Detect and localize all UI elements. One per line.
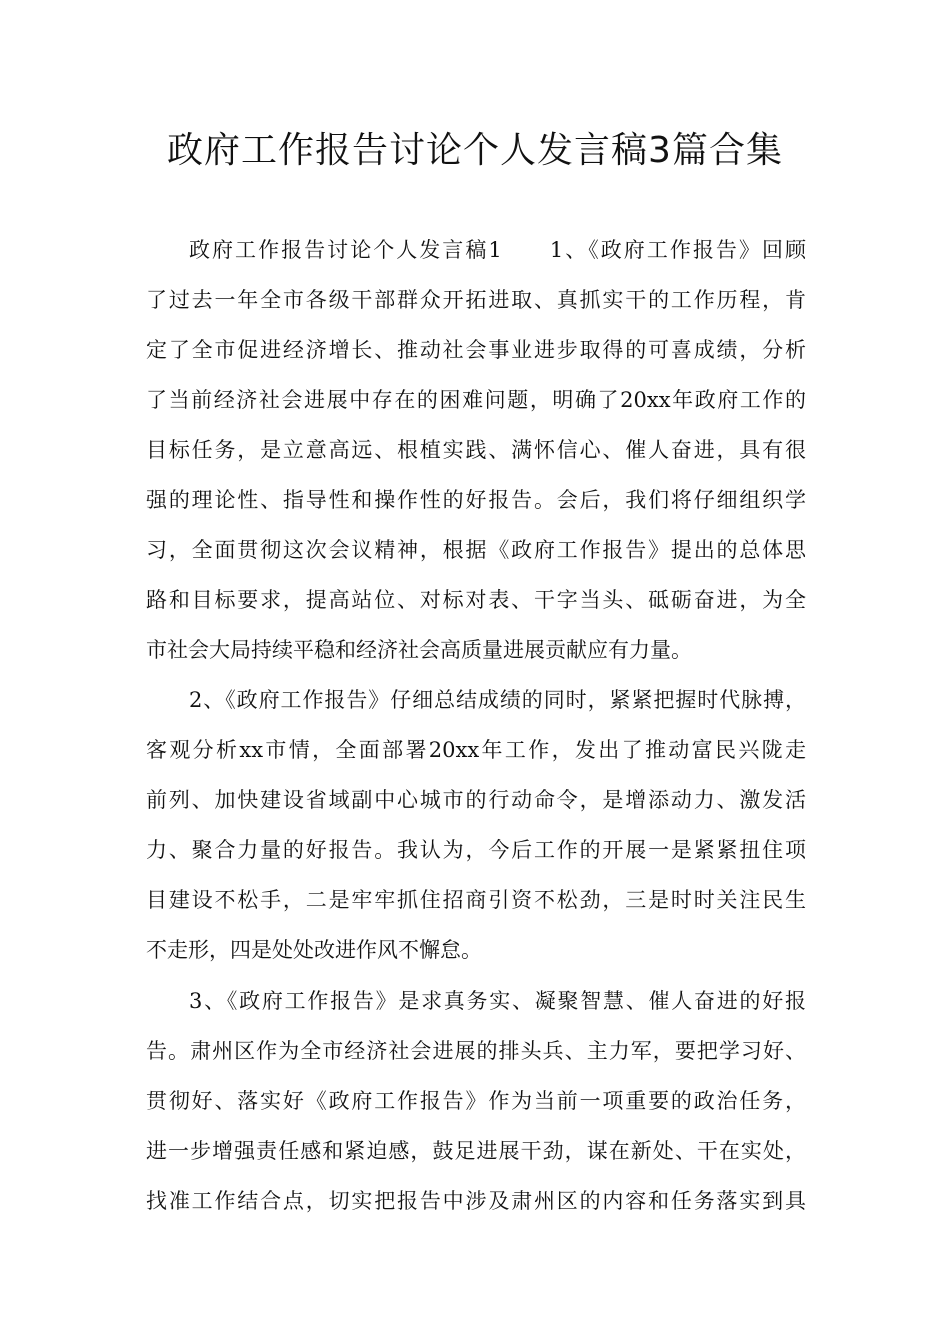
paragraph-line: 3、《政府工作报告》是求真务实、凝聚智慧、催人奋进的好报 — [189, 989, 806, 1013]
paragraph-line: 了过去一年全市各级干部群众开拓进取、真抓实干的工作历程，肯 — [146, 288, 806, 312]
paragraph-line: 路和目标要求，提高站位、对标对表、干字当头、砥砺奋进，为全 — [146, 588, 806, 612]
paragraph-line: 目标任务，是立意高远、根植实践、满怀信心、催人奋进，具有很 — [146, 438, 806, 462]
paragraph-line: 目建设不松手，二是牢牢抓住招商引资不松劲，三是时时关注民生 — [146, 888, 806, 912]
paragraph-line: 政府工作报告讨论个人发言稿1 1、《政府工作报告》回顾 — [189, 238, 806, 262]
paragraph-line: 告。肃州区作为全市经济社会进展的排头兵、主力军，要把学习好、 — [146, 1039, 806, 1063]
paragraph-line: 力、聚合力量的好报告。我认为，今后工作的开展一是紧紧扭住项 — [146, 838, 806, 862]
paragraph-line: 强的理论性、指导性和操作性的好报告。会后，我们将仔细组织学 — [146, 488, 806, 512]
paragraph-line: 定了全市促进经济增长、推动社会事业进步取得的可喜成绩，分析 — [146, 338, 806, 362]
paragraph-line: 找准工作结合点，切实把报告中涉及肃州区的内容和任务落实到具 — [146, 1189, 806, 1213]
paragraph-line: 2、《政府工作报告》仔细总结成绩的同时，紧紧把握时代脉搏， — [189, 688, 806, 712]
paragraph-line: 不走形，四是处处改进作风不懈怠。 — [146, 938, 482, 962]
paragraph-line: 贯彻好、落实好《政府工作报告》作为当前一项重要的政治任务， — [146, 1089, 806, 1113]
paragraph-line: 了当前经济社会进展中存在的困难问题，明确了20xx年政府工作的 — [146, 388, 806, 412]
paragraph-line: 进一步增强责任感和紧迫感，鼓足进展干劲，谋在新处、干在实处， — [146, 1139, 806, 1163]
paragraph-line: 前列、加快建设省域副中心城市的行动命令，是增添动力、激发活 — [146, 788, 806, 812]
document-title: 政府工作报告讨论个人发言稿3篇合集 — [167, 130, 783, 171]
paragraph-line: 习，全面贯彻这次会议精神，根据《政府工作报告》提出的总体思 — [146, 538, 806, 562]
paragraph-line: 市社会大局持续平稳和经济社会高质量进展贡献应有力量。 — [146, 638, 692, 662]
paragraph-line: 客观分析xx市情，全面部署20xx年工作，发出了推动富民兴陇走 — [146, 738, 806, 762]
